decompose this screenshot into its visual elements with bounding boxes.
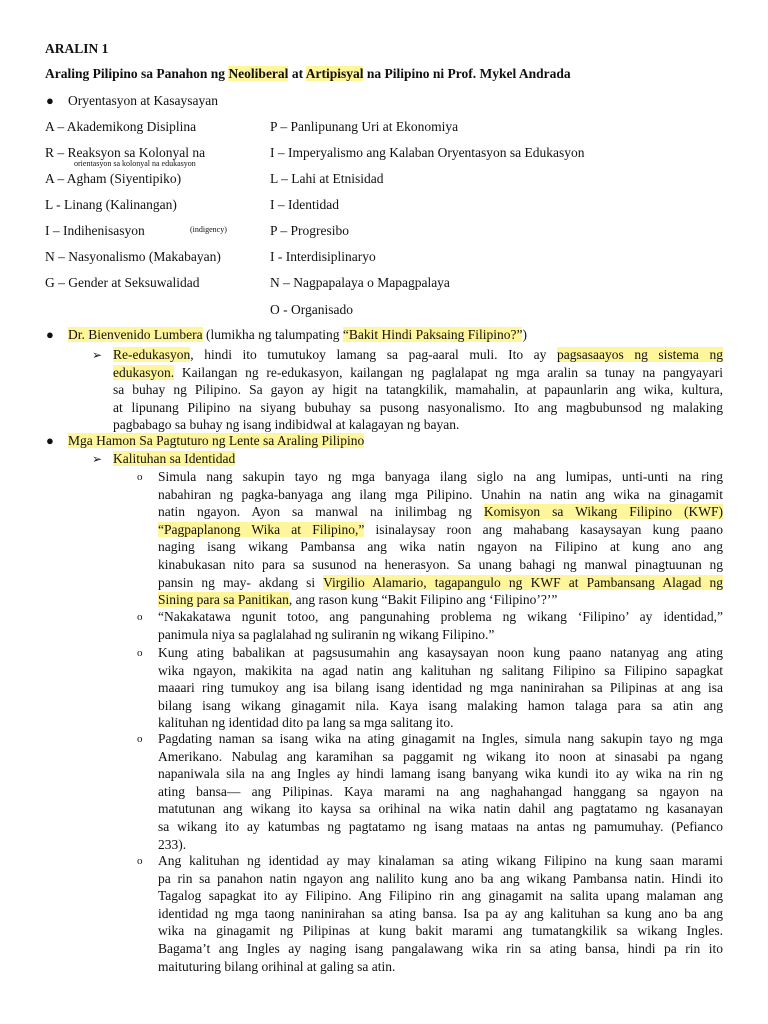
hamon-heading bbox=[68, 433, 364, 449]
text-run: identidad ng mga taong naninirahan sa ating bansa. Isa pa ay ang kalituhan sa kung ano ba ang bbox=[158, 905, 723, 921]
lumbera-line bbox=[68, 327, 527, 343]
text-run: Tagalog sapagkat ito ay Filipino. Ang Filipino rin ang ginagamit na salita upang malaman ang bbox=[158, 888, 723, 904]
document-title bbox=[45, 66, 571, 82]
paragraph-line bbox=[158, 468, 723, 486]
arrow-bullet-icon: ➢ bbox=[92, 348, 103, 362]
paragraph-line bbox=[158, 765, 723, 783]
paragraph-line bbox=[113, 364, 723, 382]
paragraph-line bbox=[113, 381, 723, 399]
paragraph-line bbox=[158, 626, 723, 644]
acronym-item: I - Interdisiplinaryo bbox=[270, 249, 376, 264]
acronym-item: L – Lahi at Etnisidad bbox=[270, 171, 384, 186]
acronym-item: I – Indihenisasyon bbox=[45, 223, 145, 238]
paragraph-line bbox=[158, 503, 723, 521]
text-run: naging isang wikang Pambansa ang wika natin ngayon na Filipino at kung ano ang bbox=[158, 539, 723, 555]
text-run: natin ngayon. Ayon sa manwal na inilimbag ng bbox=[158, 504, 484, 520]
text-run: Amerikano. Nabulag ang karamihan sa paggamit ng wikang ito noon at sinasabi pa ngang bbox=[158, 748, 723, 764]
text-run: sa wikang ito ay katumbas ng pagtatamo ng isang mataas na antas ng pamumuhay. (Pefianco bbox=[158, 818, 723, 834]
acronym-item: I – Imperyalismo ang Kalaban Oryentasyon sa Edukasyon bbox=[270, 145, 585, 160]
sub-item-paragraph bbox=[158, 730, 723, 853]
lumbera-close: ) bbox=[522, 327, 527, 342]
highlight-run: pagsasaayos ng sistema ng bbox=[557, 347, 723, 362]
paragraph-line bbox=[113, 399, 723, 417]
arrow-bullet-icon: ➢ bbox=[92, 452, 103, 466]
circle-bullet-icon: o bbox=[137, 855, 143, 867]
paragraph-line bbox=[113, 416, 723, 434]
text-run: panimula niya sa paglalahad ng suliranin ng wikang Filipino.” bbox=[158, 626, 495, 642]
acronym-item: P – Panlipunang Uri at Ekonomiya bbox=[270, 119, 459, 134]
lesson-heading: ARALIN 1 bbox=[45, 41, 109, 56]
text-run: maaari ring tumukoy ang isa bilang isang identidad ng mga naninirahan sa Pilipinas at ang isa bbox=[158, 680, 723, 696]
paragraph-line bbox=[158, 697, 723, 715]
text-run: kalituhan ng identidad dito pa lang sa mga salitang ito. bbox=[158, 715, 454, 731]
text-run: pansin ng may- akdang si bbox=[158, 574, 324, 590]
paragraph-line bbox=[158, 486, 723, 504]
text-run: Ang kalituhan ng identidad ay may kinalaman sa ating wikang Filipino na kung saan marami bbox=[158, 853, 723, 868]
text-run: Kung ating babalikan at pagsusumahin ang kasaysayan noon kung paano natanyag ang ating bbox=[158, 645, 723, 660]
highlight-run: “Pagpaplanong Wika at Filipino,” bbox=[158, 521, 365, 537]
bullet-icon: ● bbox=[46, 93, 54, 108]
circle-bullet-icon: o bbox=[137, 471, 143, 483]
paragraph-line bbox=[158, 818, 723, 836]
text-run: Pagdating naman sa isang wika na ating ginagamit na Ingles, simula nang sakupin tayo ng mga bbox=[158, 731, 723, 746]
paragraph-line bbox=[158, 887, 723, 905]
paragraph-line bbox=[113, 346, 723, 364]
paragraph-line bbox=[158, 800, 723, 818]
text-run: 233). bbox=[158, 836, 187, 852]
sub-item-paragraph bbox=[158, 608, 723, 643]
paragraph-line bbox=[158, 905, 723, 923]
paragraph-line bbox=[158, 591, 723, 609]
paragraph-line bbox=[158, 556, 723, 574]
paragraph-line bbox=[158, 748, 723, 766]
acronym-item: A – Agham (Siyentipiko) bbox=[45, 171, 182, 186]
text-run: nabahiran ng pagka-banyaga ang ilang mga Pilipino. Unahin na natin ang wika na ginagamit bbox=[158, 486, 723, 502]
title-highlight-neoliberal: Neoliberal bbox=[228, 66, 289, 81]
circle-bullet-icon: o bbox=[137, 647, 143, 659]
text-run: kinabukasan nito para sa susunod na henerasyon. Sa unang bahagi ng manwal pinagtuunan ng bbox=[158, 556, 723, 572]
acronym-item: A – Akademikong Disiplina bbox=[45, 119, 197, 134]
circle-bullet-icon: o bbox=[137, 611, 143, 623]
text-run: isinalaysay roon ang mahabang kasaysayan kung paano bbox=[364, 521, 723, 537]
paragraph-line bbox=[158, 538, 723, 556]
hamon-text: Mga Hamon Sa Pagtuturo ng Lente sa Araling Pilipino bbox=[68, 433, 365, 448]
acronym-item: P – Progresibo bbox=[270, 223, 350, 238]
text-run: maituturing bilang orihinal at galing sa atin. bbox=[158, 958, 396, 974]
text-run: , hindi ito tumutukoy lamang sa pag-aaral muli. Ito ay bbox=[190, 347, 558, 362]
title-part: at bbox=[288, 66, 306, 81]
text-run: pagbabago sa buhay ng isang indibidwal at kalagayan ng bayan. bbox=[113, 417, 460, 433]
reedukasyon-paragraph bbox=[113, 346, 723, 434]
sub-item-paragraph bbox=[158, 644, 723, 732]
highlight-run: Virgilio Alamario, tagapangulo ng KWF at Pambansang Alagad ng bbox=[323, 574, 723, 590]
text-run: , ang rason kung “Bakit Filipino ang ‘Filipino’?’” bbox=[288, 592, 558, 608]
bullet-icon: ● bbox=[46, 327, 54, 342]
acronym-item: G – Gender at Seksuwalidad bbox=[45, 275, 200, 290]
text-run: Bagama’t ang Ingles ay naging isang pangalawang wika rin sa ating bansa, hindi pa rin ito bbox=[158, 940, 723, 956]
lumbera-name: Dr. Bienvenido Lumbera bbox=[68, 327, 203, 342]
lumbera-quote: “Bakit Hindi Paksaing Filipino?” bbox=[342, 327, 523, 342]
paragraph-line bbox=[158, 870, 723, 888]
text-run: wika ngayon, makikita na agad natin ang kalituhan ng salitang Filipino sa Filipino sapagkat bbox=[158, 662, 723, 678]
reedukasyon-term: Re-edukasyon bbox=[113, 347, 191, 362]
bullet-icon: ● bbox=[46, 433, 54, 448]
title-part: Araling Pilipino sa Panahon ng bbox=[45, 66, 229, 81]
text-run: Kailangan ng re-edukasyon, kailangan ng paglalapat ng mga aralin sa tunay na pangyayari bbox=[174, 364, 723, 380]
text-run: sa buhay ng Pilipino. Sa gayon ay higit na tatangkilik, mamahalin, at papaunlarin ang wika, kultura, bbox=[113, 382, 723, 398]
sub-item-paragraph bbox=[158, 852, 723, 975]
text-run: napaniwala sila na ang Ingles ay hindi lamang isang banyang wika kundi ito ay wika na rin ng bbox=[158, 766, 723, 782]
acronym-item: O - Organisado bbox=[270, 302, 353, 317]
paragraph-line bbox=[158, 852, 723, 870]
title-highlight-artipisyal: Artipisyal bbox=[305, 66, 364, 81]
paragraph-line bbox=[158, 662, 723, 680]
acronym-supnote: (indigency) bbox=[190, 225, 227, 234]
acronym-item: R – Reaksyon sa Kolonyal na bbox=[45, 145, 206, 160]
paragraph-line bbox=[158, 679, 723, 697]
highlight-run: Komisyon sa Wikang Filipino (KWF) bbox=[483, 504, 723, 520]
acronym-item: N – Nasyonalismo (Makabayan) bbox=[45, 249, 221, 264]
orientation-bullet-text: Oryentasyon at Kasaysayan bbox=[68, 93, 218, 108]
paragraph-line bbox=[158, 574, 723, 592]
paragraph-line bbox=[158, 836, 723, 854]
kalituhan-text: Kalituhan sa Identidad bbox=[113, 451, 236, 466]
text-run: pa rin sa panahon natin ngayon ang nalilito kung ano ba ang wikang Pambansa natin. Hindi ito bbox=[158, 870, 723, 886]
highlight-run: Sining para sa Panitikan bbox=[158, 592, 289, 608]
text-run: matutunan ang wikang ito kaysa sa orihinal na wika natin dahil ang pagtatamo ng kasanayan bbox=[158, 801, 723, 817]
text-run: “Nakakatawa ngunit totoo, ang pangunahing problema ng wikang ‘Filipino’ ay identidad,” bbox=[158, 609, 723, 624]
paragraph-line bbox=[158, 958, 723, 976]
paragraph-line bbox=[158, 922, 723, 940]
sub-item-paragraph bbox=[158, 468, 723, 609]
paragraph-line bbox=[158, 521, 723, 539]
text-run: bilang isang wikang ginagamit nila. Kaya isang malaking hamon talaga para sa atin ang bbox=[158, 697, 723, 713]
acronym-item: I – Identidad bbox=[270, 197, 339, 212]
paragraph-line bbox=[158, 730, 723, 748]
circle-bullet-icon: o bbox=[137, 733, 143, 745]
paragraph-line bbox=[158, 608, 723, 626]
paragraph-line bbox=[158, 644, 723, 662]
text-run: Simula nang sakupin tayo ng mga banyaga ilang siglo na ang lumipas, unti-unti na ring bbox=[158, 469, 723, 484]
title-part: na Pilipino ni Prof. Mykel Andrada bbox=[363, 66, 571, 81]
acronym-subnote: orientasyon sa kolonyal na edukasyon bbox=[74, 159, 196, 168]
kalituhan-heading bbox=[113, 451, 235, 467]
acronym-item: L - Linang (Kalinangan) bbox=[45, 197, 177, 212]
text-run: at lipunang Pilipino na siyang bubuhay sa pusong nasyonalismo. Ito ang magbubunsod ng malaking bbox=[113, 399, 723, 415]
acronym-item: N – Nagpapalaya o Mapagpalaya bbox=[270, 275, 450, 290]
paragraph-line bbox=[158, 940, 723, 958]
highlight-run: edukasyon. bbox=[113, 364, 175, 380]
text-run: wika na ginagamit ng Pilipinas at kung bakit marami ang tumatangkilik sa wikang Ingles. bbox=[158, 923, 723, 939]
text-run: ating bansa— ang Pilipinas. Kaya marami na ang naghahangad hanggang sa ngayon na bbox=[158, 783, 723, 799]
paragraph-line bbox=[158, 783, 723, 801]
lumbera-text: (lumikha ng talumpating bbox=[202, 327, 343, 342]
